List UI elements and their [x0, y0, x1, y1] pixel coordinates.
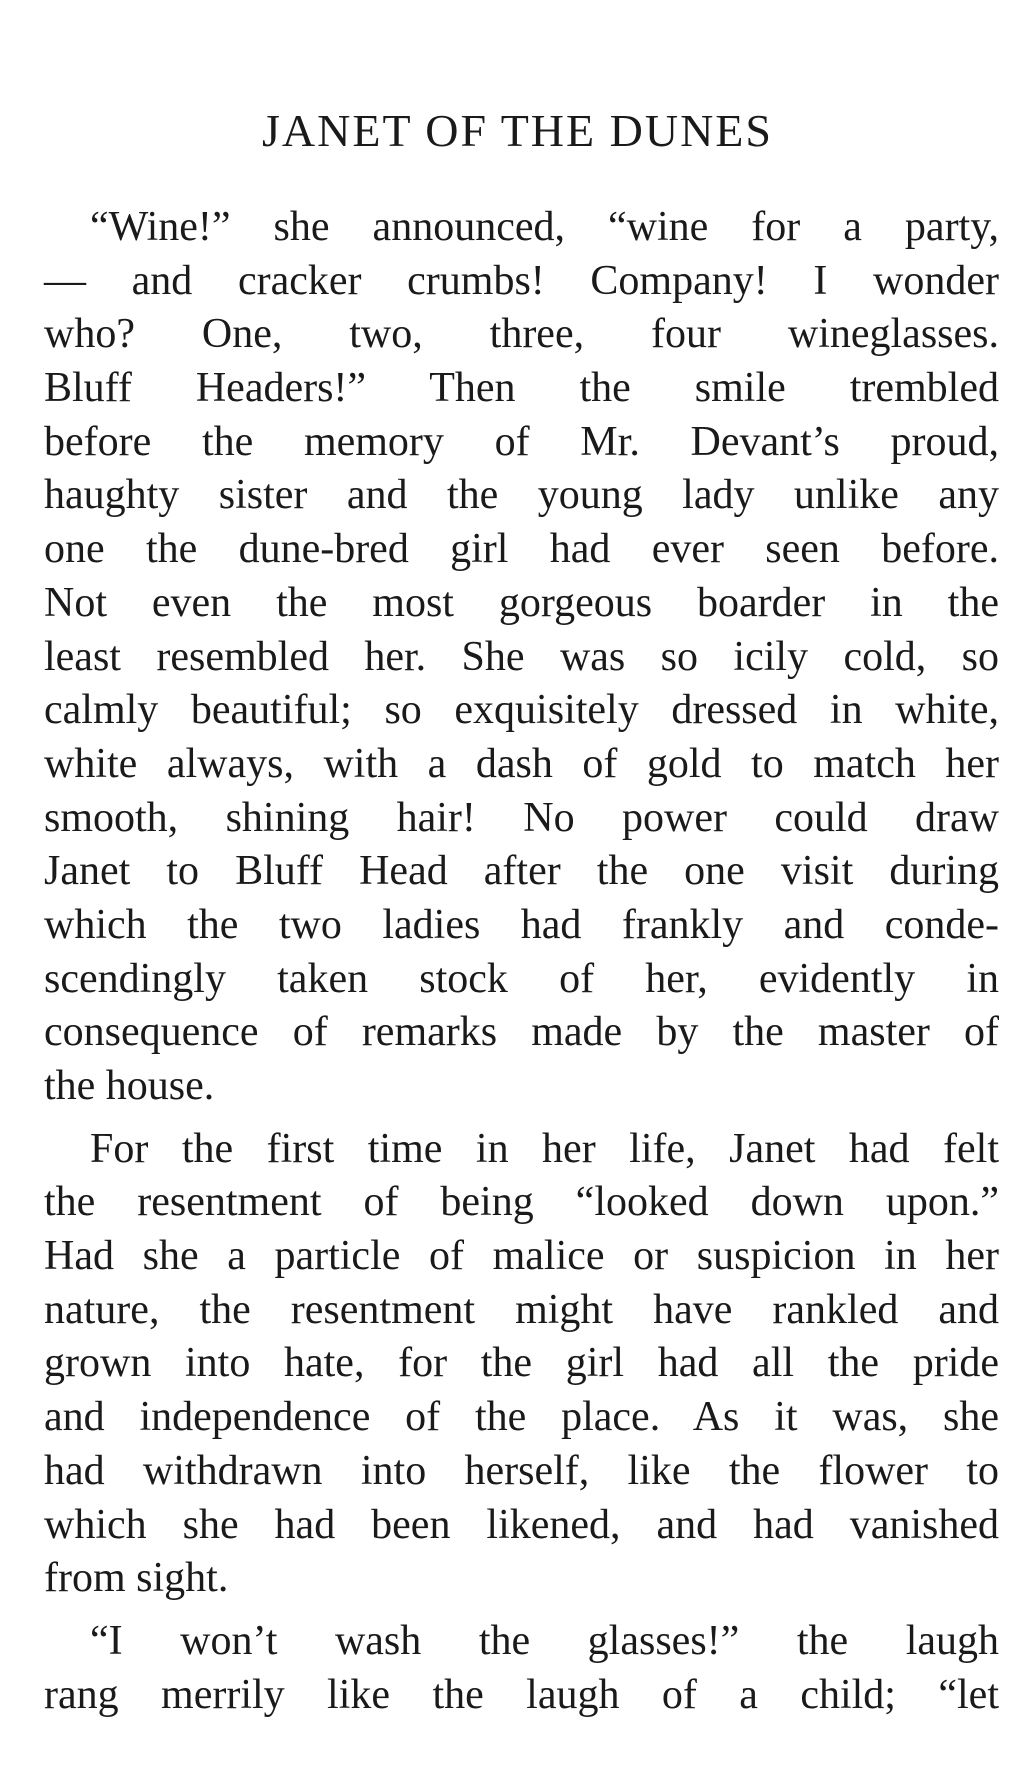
text-line: calmly beautiful; so exquisitely dressed in white, [44, 687, 999, 734]
text-line: “Wine!” she announced, “wine for a party, [90, 204, 999, 250]
body-text [44, 201, 999, 1731]
text-line: haughty sister and the young lady unlike any [44, 472, 999, 519]
text-line: had withdrawn into herself, like the flower to [44, 1447, 999, 1494]
text-line: Bluff Headers!” Then the smile trembled [44, 365, 999, 412]
text-line: from sight. [44, 1555, 229, 1602]
running-head: JANET OF THE DUNES [262, 105, 773, 156]
text-line: Had she a particle of malice or suspicion in her [44, 1233, 999, 1280]
text-line: which she had been likened, and had vanished [44, 1501, 999, 1548]
text-line: smooth, shining hair! No power could draw [44, 794, 999, 841]
text-line: “I won’t wash the glasses!” the laugh [90, 1617, 999, 1664]
text-line: For the first time in her life, Janet had felt [90, 1125, 999, 1172]
paragraph-3 [44, 1615, 999, 1722]
text-line: rang merrily like the laugh of a child; “let [44, 1671, 999, 1718]
text-line: Not even the most gorgeous boarder in the [44, 579, 999, 626]
paragraph-2 [44, 1123, 999, 1606]
paragraph-1 [44, 201, 999, 1114]
text-line: scendingly taken stock of her, evidently in [44, 955, 999, 1002]
text-line: nature, the resentment might have rankled and [44, 1286, 999, 1333]
text-line: — and cracker crumbs! Company! I wonder [44, 257, 999, 304]
text-line: the resentment of being “looked down upon.” [44, 1179, 999, 1226]
text-line: and independence of the place. As it was, she [44, 1394, 999, 1441]
text-line: which the two ladies had frankly and conde- [44, 901, 999, 948]
text-line: who? One, two, three, four wineglasses. [44, 311, 999, 358]
text-line: before the memory of Mr. Devant’s proud, [44, 418, 999, 465]
text-line: consequence of remarks made by the master of [44, 1009, 999, 1056]
text-line: grown into hate, for the girl had all the pride [44, 1340, 999, 1387]
text-line: Janet to Bluff Head after the one visit during [44, 848, 999, 895]
text-line: one the dune-bred girl had ever seen before. [44, 526, 999, 573]
text-line: the house. [44, 1063, 215, 1109]
text-line: least resembled her. She was so icily cold, so [44, 633, 999, 680]
text-line: white always, with a dash of gold to match her [44, 740, 999, 787]
